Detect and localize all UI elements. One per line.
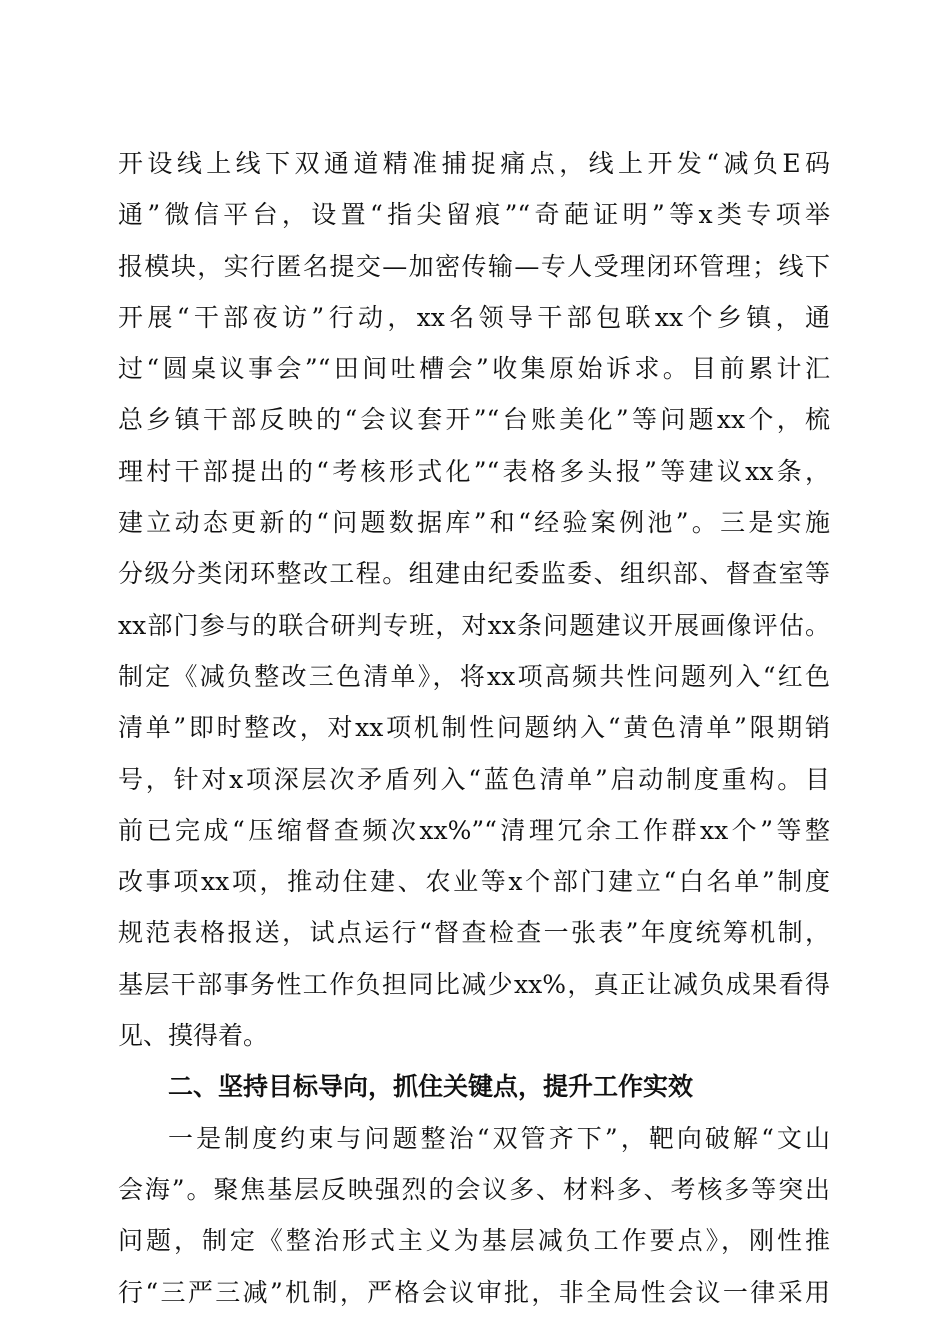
- text-line: 号，针对x项深层次矛盾列入“蓝色清单”启动制度重构。目: [118, 764, 830, 794]
- text-line: 过“圆桌议事会”“田间吐槽会”收集原始诉求。目前累计汇: [118, 354, 830, 384]
- text-line: 开设线上线下双通道精准捕捉痛点，线上开发“减负E码: [118, 149, 830, 178]
- document-body: [118, 138, 830, 1318]
- text-line: 基层干部事务性工作负担同比减少xx%，真正让减负成果看得: [118, 969, 830, 999]
- text-line: 通”微信平台，设置“指尖留痕”“奇葩证明”等x类专项举: [118, 200, 830, 230]
- text-line: 前已完成“压缩督查频次xx%”“清理冗余工作群xx个”等整: [118, 815, 830, 845]
- text-line: xx部门参与的联合研判专班，对xx条问题建议开展画像评估。: [118, 610, 830, 640]
- text-line: 理村干部提出的“考核形式化”“表格多头报”等建议xx条，: [118, 456, 830, 486]
- text-line: 总乡镇干部反映的“会议套开”“台账美化”等问题xx个，梳: [118, 405, 830, 435]
- text-line: 问题，制定《整治形式主义为基层减负工作要点》，刚性推: [118, 1226, 830, 1256]
- paragraph-2: [118, 1113, 830, 1318]
- paragraph-1: [118, 138, 830, 1061]
- section-heading: 二、坚持目标导向，抓住关键点，提升工作实效: [168, 1072, 694, 1102]
- text-line: 清单”即时整改，对xx项机制性问题纳入“黄色清单”限期销: [118, 713, 830, 743]
- text-line: 一是制度约束与问题整治“双管齐下”，靶向破解“文山: [168, 1123, 830, 1153]
- text-line: 制定《减负整改三色清单》，将xx项高频共性问题列入“红色: [118, 661, 830, 691]
- text-line: 见、摸得着。: [118, 1021, 269, 1051]
- text-line: 分级分类闭环整改工程。组建由纪委监委、组织部、督查室等: [118, 559, 830, 589]
- text-line: 会海”。聚焦基层反映强烈的会议多、材料多、考核多等突出: [118, 1174, 830, 1204]
- text-line: 建立动态更新的“问题数据库”和“经验案例池”。三是实施: [118, 508, 830, 538]
- text-line: 规范表格报送，试点运行“督查检查一张表”年度统筹机制，: [118, 918, 830, 948]
- text-line: 改事项xx项，推动住建、农业等x个部门建立“白名单”制度: [118, 867, 830, 897]
- text-line: 报模块，实行匿名提交—加密传输—专人受理闭环管理；线下: [118, 251, 830, 281]
- text-line: 开展“干部夜访”行动，xx名领导干部包联xx个乡镇，通: [118, 302, 830, 332]
- text-line: 行“三严三减”机制，严格会议审批，非全局性会议一律采用: [118, 1277, 830, 1307]
